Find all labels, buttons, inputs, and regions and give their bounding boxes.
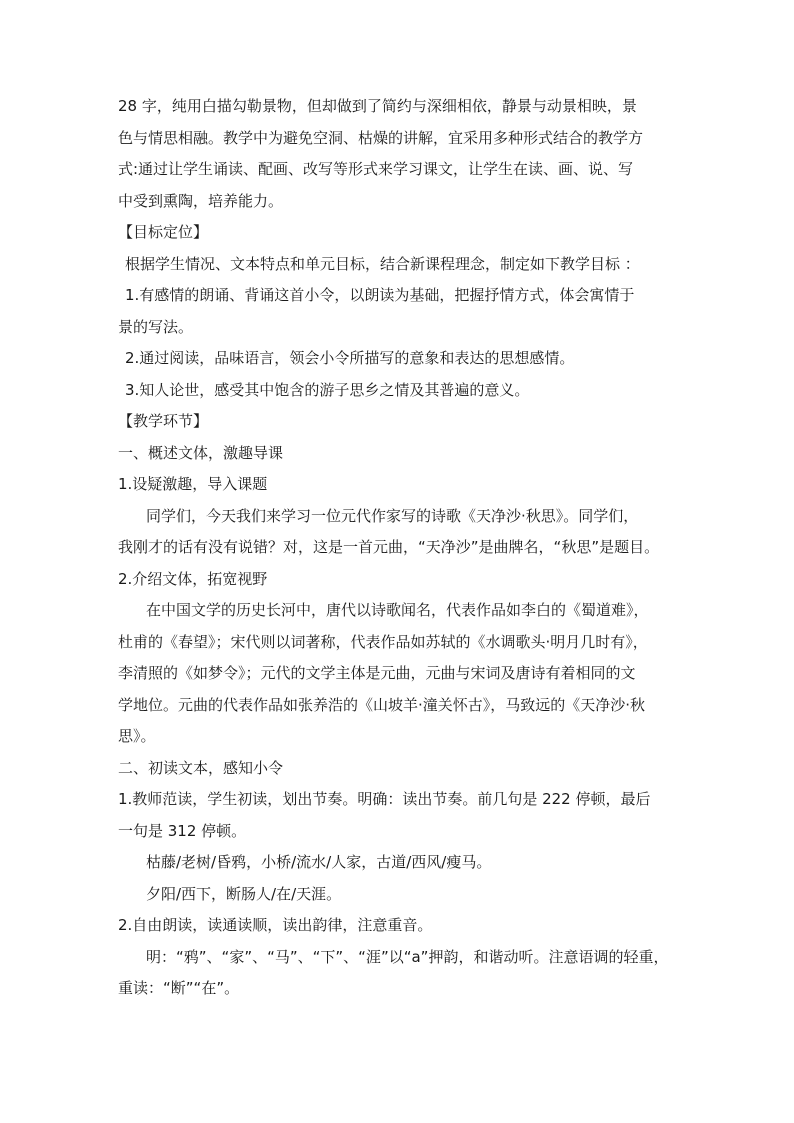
step-heading: 2.自由朗读，读通读顺，读出韵律，注意重音。 (118, 916, 433, 934)
text-line: 重读：“断”“在”。 (118, 979, 240, 997)
goal-item-1: 1.有感情的朗诵、背诵这首小令，以朗读为基础，把握抒情方式，体会寓情于 (125, 286, 635, 304)
text-line: 明：“鸦”、“家”、“马”、“下”、“涯”以“a”押韵，和谐动听。注意语调的轻重， (146, 947, 669, 966)
poem-line-2: 夕阳/西下，断肠人/在/天涯。 (146, 884, 342, 903)
text-line: 李清照的《如梦令》；元代的文学主体是元曲，元曲与宋词及唐诗有着相同的文 (118, 664, 636, 682)
text-line: 思》。 (118, 727, 156, 745)
poem-line-1: 枯藤/老树/昏鸦，小桥/流水/人家，古道/西风/瘦马。 (146, 853, 492, 871)
text-line: 我刚才的话有没有说错？对，这是一首元曲，“天净沙”是曲牌名，“秋思”是题目。 (118, 538, 660, 556)
text-line: 杜甫的《春望》；宋代则以词著称，代表作品如苏轼的《水调歌头·明月几时有》， (118, 632, 648, 651)
text-line: 一句是 312 停顿。 (118, 821, 247, 840)
text-line: 在中国文学的历史长河中，唐代以诗歌闻名，代表作品如李白的《蜀道难》， (146, 601, 649, 619)
text-line: 中受到熏陶，培养能力。 (118, 191, 284, 210)
text-line: 式:通过让学生诵读、配画、改写等形式来学习课文，让学生在读、画、说、写 (118, 160, 634, 178)
step-heading: 2.介绍文体，拓宽视野 (118, 569, 268, 588)
goal-item-2: 2.通过阅读，品味语言，领会小令所描写的意象和表达的思想感情。 (125, 349, 575, 367)
section-heading-steps: 【教学环节】 (118, 412, 209, 430)
goal-item-3: 3.知人论世，感受其中饱含的游子思乡之情及其普遍的意义。 (125, 380, 530, 399)
text-line: 景的写法。 (118, 317, 194, 336)
subsection-heading-1: 一、概述文体，激趣导课 (118, 443, 284, 462)
text-line: 28 字，纯用白描勾勒景物，但却做到了简约与深细相依，静景与动景相映，景 (118, 97, 637, 115)
subsection-heading-2: 二、初读文本，感知小令 (118, 758, 284, 777)
text-line: 同学们，今天我们来学习一位元代作家写的诗歌《天净沙·秋思》。同学们， (146, 506, 639, 525)
document-page (118, 96, 678, 1010)
text-line: 根据学生情况、文本特点和单元目标，结合新课程理念，制定如下教学目标 ： (125, 254, 640, 273)
step-heading: 1.教师范读，学生初读，划出节奏。明确：读出节奏。前几句是 222 停顿，最后 (118, 790, 651, 808)
text-line: 学地位。元曲的代表作品如张养浩的《山坡羊·潼关怀古》，马致远的《天净沙·秋 (118, 695, 646, 714)
section-heading-goals: 【目标定位】 (118, 223, 209, 241)
step-heading: 1.设疑激趣，导入课题 (118, 475, 268, 493)
text-line: 色与情思相融。教学中为避免空洞、枯燥的讲解，宜采用多种形式结合的教学方 (118, 128, 644, 147)
